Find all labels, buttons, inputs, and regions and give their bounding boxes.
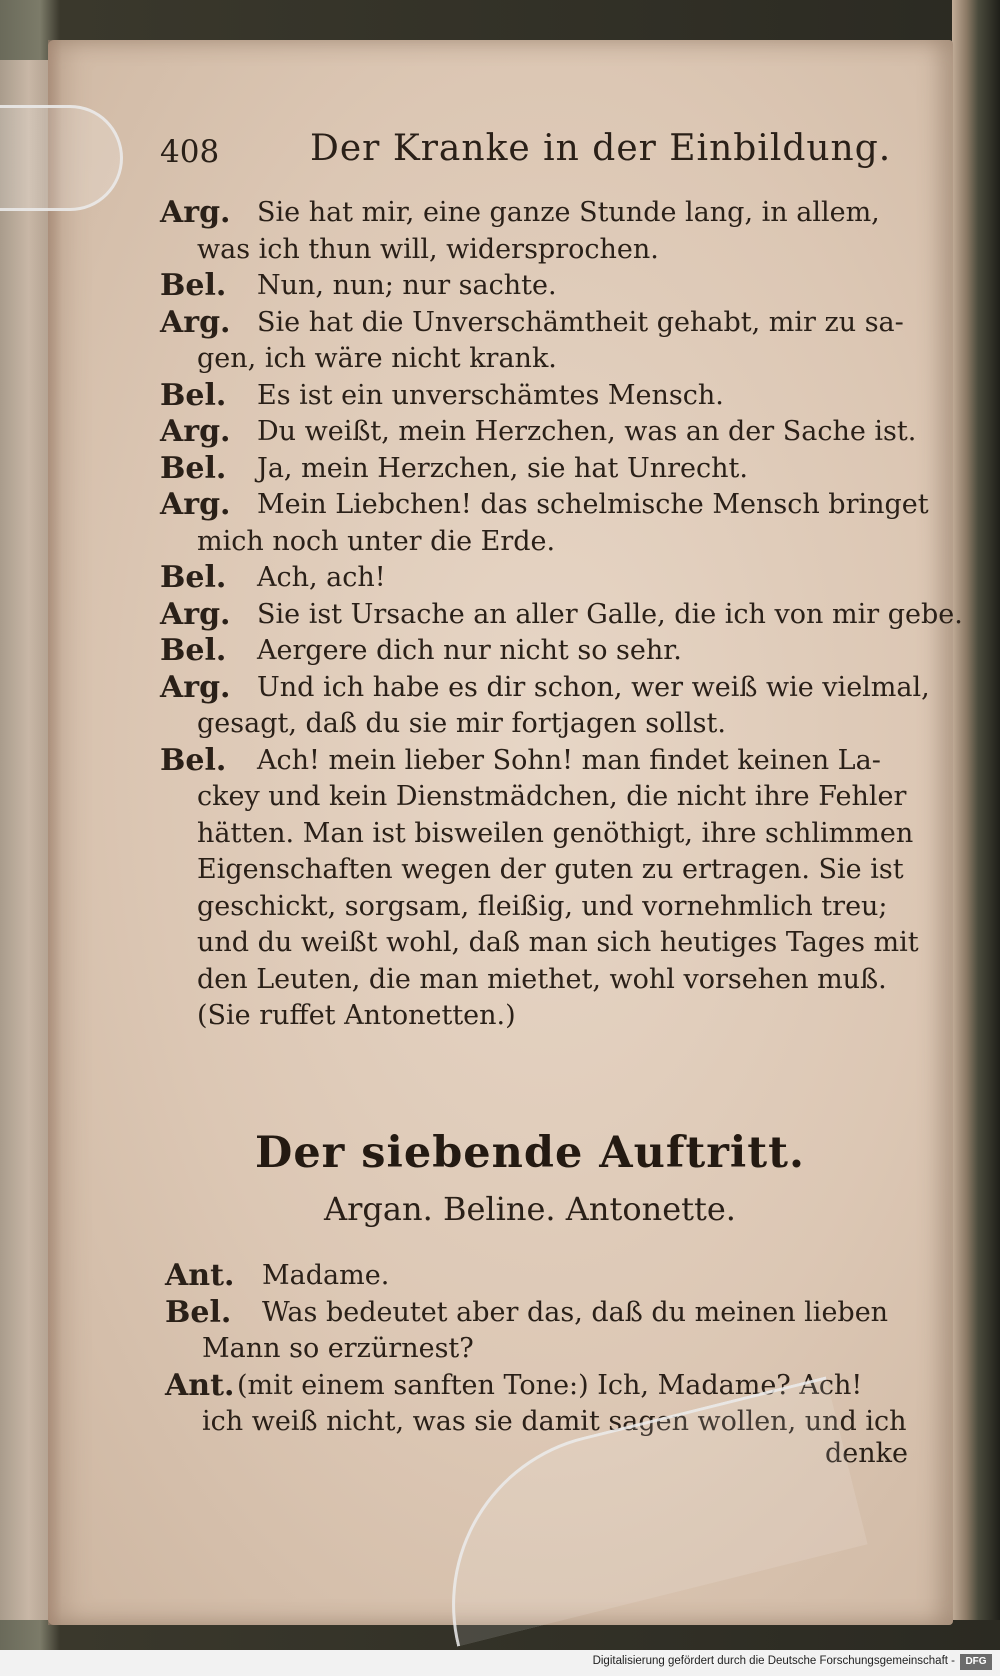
speaker-label: Bel.: [160, 450, 227, 486]
speaker-label: Ant.: [165, 1367, 235, 1403]
dialogue-line: [160, 816, 914, 853]
running-title: Der Kranke in der Einbildung.: [310, 128, 892, 169]
line-text: Madame.: [262, 1260, 390, 1291]
line-text: Aergere dich nur nicht so sehr.: [257, 635, 682, 666]
line-text: (mit einem sanften Tone:) Ich, Madame? Ach!: [237, 1369, 863, 1401]
speaker-label: Arg.: [160, 669, 231, 705]
line-text: geschickt, sorgsam, fleißig, und vornehmlich treu;: [197, 890, 888, 922]
dialogue-block-1: [160, 195, 963, 1035]
line-text: Und ich habe es dir schon, wer weiß wie vielmal,: [257, 671, 930, 703]
speaker-label: Bel.: [160, 560, 227, 595]
footer-bar: [0, 1650, 1000, 1676]
dialogue-line: [165, 1295, 905, 1332]
book-fore-edge: [952, 0, 1000, 1620]
dialogue-line: [160, 889, 900, 926]
speaker-label: Ant.: [165, 1258, 235, 1293]
dialogue-line: [160, 341, 900, 378]
dialogue-line: [160, 706, 900, 743]
dialogue-line: [160, 779, 907, 816]
speaker-label: Bel.: [165, 1294, 232, 1330]
dfg-logo: DFG: [960, 1654, 992, 1670]
line-text: Ach! mein lieber Sohn! man findet keinen La-: [257, 744, 881, 776]
dialogue-line: [160, 195, 900, 232]
line-text: Sie hat mir, eine ganze Stunde lang, in allem,: [257, 197, 880, 228]
dialogue-line: [165, 1331, 905, 1368]
line-text: was ich thun will, widersprochen.: [197, 233, 659, 265]
line-text: Ja, mein Herzchen, sie hat Unrecht.: [257, 452, 748, 484]
line-text: ckey und kein Dienstmädchen, die nicht ihre Fehler: [197, 781, 907, 812]
catchword: denke: [825, 1438, 908, 1469]
line-text: Sie ist Ursache an aller Galle, die ich von mir gebe.: [257, 598, 963, 630]
dialogue-line: [160, 962, 900, 999]
speaker-label: Arg.: [160, 487, 231, 522]
line-text: Du weißt, mein Herzchen, was an der Sache ist.: [257, 416, 917, 447]
dialogue-line: [160, 743, 900, 780]
speaker-label: Arg.: [160, 195, 231, 230]
line-text: Eigenschaften wegen der guten zu ertragen. Sie ist: [197, 854, 904, 885]
scene-persons: Argan. Beline. Antonette.: [324, 1190, 736, 1228]
dialogue-line: [160, 852, 904, 889]
dialogue-line: [160, 487, 929, 524]
line-text: hätten. Man ist bisweilen genöthigt, ihre schlimmen: [197, 817, 914, 849]
speaker-label: Arg.: [160, 304, 231, 340]
dialogue-line: [160, 304, 904, 342]
line-text: mich noch unter die Erde.: [197, 525, 556, 557]
line-text: Was bedeutet aber das, daß du meinen lieben: [262, 1296, 889, 1328]
previous-page-edge: [0, 60, 48, 1620]
speaker-label: Bel.: [160, 377, 227, 413]
dialogue-line: [160, 633, 900, 670]
line-text: Sie hat die Unverschämtheit gehabt, mir zu sa-: [257, 306, 904, 338]
line-text: den Leuten, die man miethet, wohl vorsehen muß.: [197, 963, 887, 995]
speaker-label: Bel.: [160, 268, 227, 303]
dialogue-line: [160, 451, 900, 488]
line-text: gesagt, daß du sie mir fortjagen sollst.: [197, 708, 726, 739]
line-text: und du weißt wohl, daß man sich heutiges Tages mit: [197, 927, 919, 958]
speaker-label: Bel.: [160, 742, 227, 778]
dialogue-line: [160, 669, 930, 707]
line-text: Nun, nun; nur sachte.: [257, 270, 557, 301]
dialogue-line: [160, 596, 963, 634]
page-number: 408: [160, 134, 220, 170]
page-gutter-shadow: [48, 40, 62, 1625]
line-text: ich weiß nicht, was sie damit sagen wollen, und ich: [202, 1406, 907, 1437]
running-header: [160, 128, 900, 178]
dialogue-line: [160, 560, 900, 597]
dialogue-line: [160, 268, 900, 305]
speaker-label: Arg.: [160, 596, 231, 632]
dialogue-line: [160, 414, 917, 451]
page-clip-top: [0, 105, 123, 211]
funding-credit: Digitalisierung gefördert durch die Deutsche Forschungsgemeinschaft -: [592, 1655, 955, 1667]
line-text: Mann so erzürnest?: [202, 1333, 474, 1364]
line-text: Es ist ein unverschämtes Mensch.: [257, 379, 724, 411]
dialogue-line: [160, 378, 900, 415]
speaker-label: Bel.: [160, 633, 227, 668]
line-text: (Sie ruffet Antonetten.): [197, 1000, 516, 1031]
scene-heading: Der siebende Auftritt.: [255, 1128, 805, 1178]
dialogue-line: [160, 998, 900, 1035]
line-text: Mein Liebchen! das schelmische Mensch bringet: [257, 489, 929, 520]
dialogue-line: [160, 925, 919, 962]
dialogue-line: [160, 524, 900, 561]
dialogue-line: [160, 232, 900, 269]
line-text: gen, ich wäre nicht krank.: [197, 343, 557, 374]
dialogue-line: [165, 1258, 905, 1295]
speaker-label: Arg.: [160, 414, 231, 449]
line-text: Ach, ach!: [257, 562, 386, 593]
